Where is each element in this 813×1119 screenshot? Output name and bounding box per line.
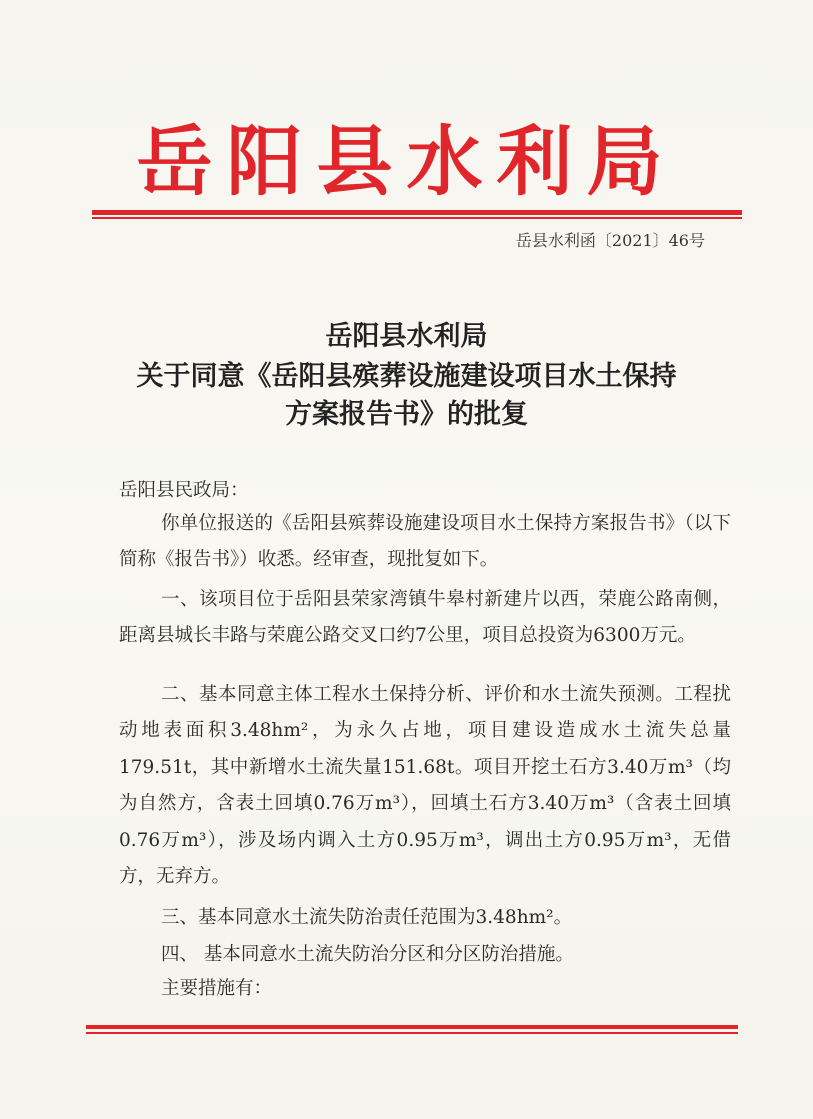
document-title-line-1: 岳阳县水利局 [325, 321, 488, 352]
footer-red-rule-thin [86, 1032, 738, 1034]
body-paragraph: 你单位报送的《岳阳县殡葬设施建设项目水土保持方案报告书》（以下简称《报告书》）收悉。经审查，现批复如下。 [119, 513, 731, 571]
body-paragraph: 四、 基本同意水土流失防治分区和分区防治措施。 [161, 944, 574, 965]
addressee: 岳阳县民政局： [119, 480, 249, 501]
document-title-line-3: 方案报告书》的批复 [285, 399, 528, 430]
document-title-line-2: 关于同意《岳阳县殡葬设施建设项目水土保持 [136, 361, 677, 392]
body-paragraph: 三、基本同意水土流失防治责任范围为3.48hm²。 [161, 907, 573, 928]
footer-red-rule [86, 1025, 738, 1029]
body-paragraph: 二、基本同意主体工程水土保持分析、评价和水土流失预测。工程扰动地表面积3.48hm²，为永久占地，项目建设造成水土流失总量179.51t，其中新增水土流失量151.68t。项目开挖土石方3.40万m³（均为自然方，含表土回填0.76万m³），回填土石方3.40万m³（含表土回填0.76万m³），涉及场内调入土方0.95万m³，调出土方0.95万m³，无借方，无弃方。 [119, 684, 731, 888]
agency-letterhead: 岳阳县水利局 [136, 117, 677, 206]
letterhead-red-rule [92, 210, 742, 215]
letterhead-red-rule-thin [92, 217, 742, 219]
body-paragraph: 主要措施有： [161, 978, 273, 999]
document-number: 岳县水利函〔2021〕46号 [515, 231, 705, 250]
body-paragraph: 一、该项目位于岳阳县荣家湾镇牛皋村新建片以西，荣鹿公路南侧，距离县城长丰路与荣鹿公路交叉口约7公里，项目总投资为6300万元。 [119, 589, 731, 647]
